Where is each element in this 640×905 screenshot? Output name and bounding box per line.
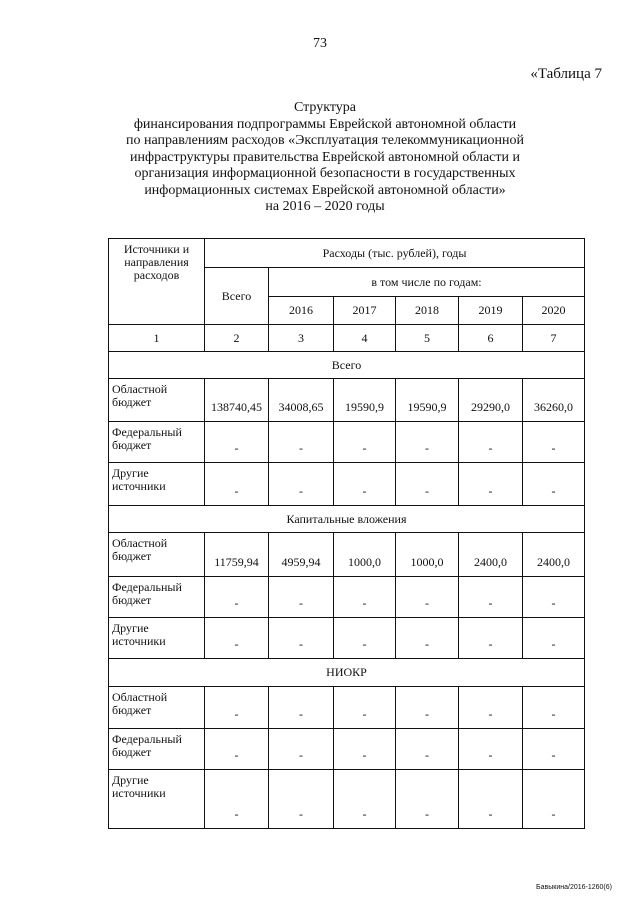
title-line: организация информационной безопасности в государственных xyxy=(134,166,516,181)
column-number: 5 xyxy=(396,325,459,352)
value-cell: - xyxy=(523,422,585,463)
title-line: инфраструктуры правительства Еврейской автономной области и xyxy=(130,149,520,165)
value-cell: - xyxy=(459,729,523,770)
value-cell: - xyxy=(269,770,334,829)
value-cell: - xyxy=(334,577,396,618)
row-label: Федеральный бюджет xyxy=(109,729,205,770)
total-header: Всего xyxy=(205,268,269,325)
value-cell: - xyxy=(523,729,585,770)
value-cell: - xyxy=(334,729,396,770)
value-cell: - xyxy=(334,770,396,829)
value-cell: 19590,9 xyxy=(334,379,396,422)
value-cell: 2400,0 xyxy=(459,533,523,577)
by-years-header: в том числе по годам: xyxy=(269,268,585,297)
column-number: 6 xyxy=(459,325,523,352)
value-cell: - xyxy=(269,618,334,659)
row-label: Областной бюджет xyxy=(109,687,205,729)
column-number: 7 xyxy=(523,325,585,352)
section-row xyxy=(109,352,585,379)
value-cell: - xyxy=(205,729,269,770)
footer-code: Бавыкина/2016-1260(6) xyxy=(536,884,612,891)
value-cell: - xyxy=(523,770,585,829)
value-cell: - xyxy=(459,463,523,506)
year-header: 2017 xyxy=(334,297,396,325)
value-cell: - xyxy=(269,463,334,506)
document-title xyxy=(80,100,570,216)
value-cell: - xyxy=(269,577,334,618)
column-number: 4 xyxy=(334,325,396,352)
table-row xyxy=(109,463,585,506)
page-number: 73 xyxy=(313,36,327,51)
value-cell: - xyxy=(523,577,585,618)
value-cell: - xyxy=(396,577,459,618)
table-row xyxy=(109,618,585,659)
value-cell: - xyxy=(269,729,334,770)
value-cell: - xyxy=(523,687,585,729)
value-cell: 1000,0 xyxy=(334,533,396,577)
value-cell: - xyxy=(334,422,396,463)
value-cell: - xyxy=(334,618,396,659)
value-cell: 29290,0 xyxy=(459,379,523,422)
value-cell: - xyxy=(334,463,396,506)
row-label: Другие источники xyxy=(109,463,205,506)
value-cell: 36260,0 xyxy=(523,379,585,422)
row-label: Областной бюджет xyxy=(109,533,205,577)
title-line: на 2016 – 2020 годы xyxy=(265,199,385,214)
value-cell: - xyxy=(396,729,459,770)
value-cell: - xyxy=(205,618,269,659)
title-line: по направлениям расходов «Эксплуатация телекоммуникационной xyxy=(126,133,524,148)
table-row xyxy=(109,379,585,422)
value-cell: 2400,0 xyxy=(523,533,585,577)
value-cell: - xyxy=(523,463,585,506)
row-label: Другие источники xyxy=(109,618,205,659)
value-cell: - xyxy=(459,422,523,463)
column-number: 2 xyxy=(205,325,269,352)
table-row xyxy=(109,577,585,618)
section-title: НИОКР xyxy=(109,659,585,687)
title-line: Структура xyxy=(293,100,357,115)
value-cell: - xyxy=(205,770,269,829)
value-cell: - xyxy=(396,770,459,829)
expenses-header: Расходы (тыс. рублей), годы xyxy=(205,239,585,268)
row-label: Областной бюджет xyxy=(109,379,205,422)
column-number: 1 xyxy=(109,325,205,352)
value-cell: - xyxy=(459,618,523,659)
value-cell: - xyxy=(396,422,459,463)
section-title: Всего xyxy=(109,352,585,379)
row-label: Другие источники xyxy=(109,770,205,829)
value-cell: - xyxy=(396,463,459,506)
value-cell: - xyxy=(459,687,523,729)
section-row xyxy=(109,659,585,687)
value-cell: - xyxy=(269,422,334,463)
year-header: 2016 xyxy=(269,297,334,325)
year-header: 2019 xyxy=(459,297,523,325)
section-row xyxy=(109,506,585,533)
value-cell: - xyxy=(459,577,523,618)
section-title: Капитальные вложения xyxy=(109,506,585,533)
sources-header: Источники и направления расходов xyxy=(109,239,205,325)
value-cell: 138740,45 xyxy=(205,379,269,422)
table-row xyxy=(109,770,585,829)
title-line: финансирования подпрограммы Еврейской автономной области xyxy=(133,116,517,132)
value-cell: - xyxy=(396,687,459,729)
value-cell: - xyxy=(205,687,269,729)
table-row xyxy=(109,729,585,770)
value-cell: - xyxy=(205,463,269,506)
row-label: Федеральный бюджет xyxy=(109,422,205,463)
value-cell: - xyxy=(523,618,585,659)
financing-table xyxy=(108,238,585,829)
value-cell: - xyxy=(396,618,459,659)
value-cell: 19590,9 xyxy=(396,379,459,422)
value-cell: 4959,94 xyxy=(269,533,334,577)
column-number: 3 xyxy=(269,325,334,352)
year-header: 2018 xyxy=(396,297,459,325)
value-cell: - xyxy=(459,770,523,829)
value-cell: - xyxy=(334,687,396,729)
value-cell: - xyxy=(205,577,269,618)
table-label: «Таблица 7 xyxy=(530,66,602,82)
value-cell: - xyxy=(269,687,334,729)
value-cell: 11759,94 xyxy=(205,533,269,577)
value-cell: 1000,0 xyxy=(396,533,459,577)
table-row xyxy=(109,687,585,729)
year-header: 2020 xyxy=(523,297,585,325)
title-line: информационных системах Еврейской автономной области» xyxy=(144,182,506,198)
row-label: Федеральный бюджет xyxy=(109,577,205,618)
value-cell: - xyxy=(205,422,269,463)
table-row xyxy=(109,422,585,463)
table-row xyxy=(109,533,585,577)
value-cell: 34008,65 xyxy=(269,379,334,422)
